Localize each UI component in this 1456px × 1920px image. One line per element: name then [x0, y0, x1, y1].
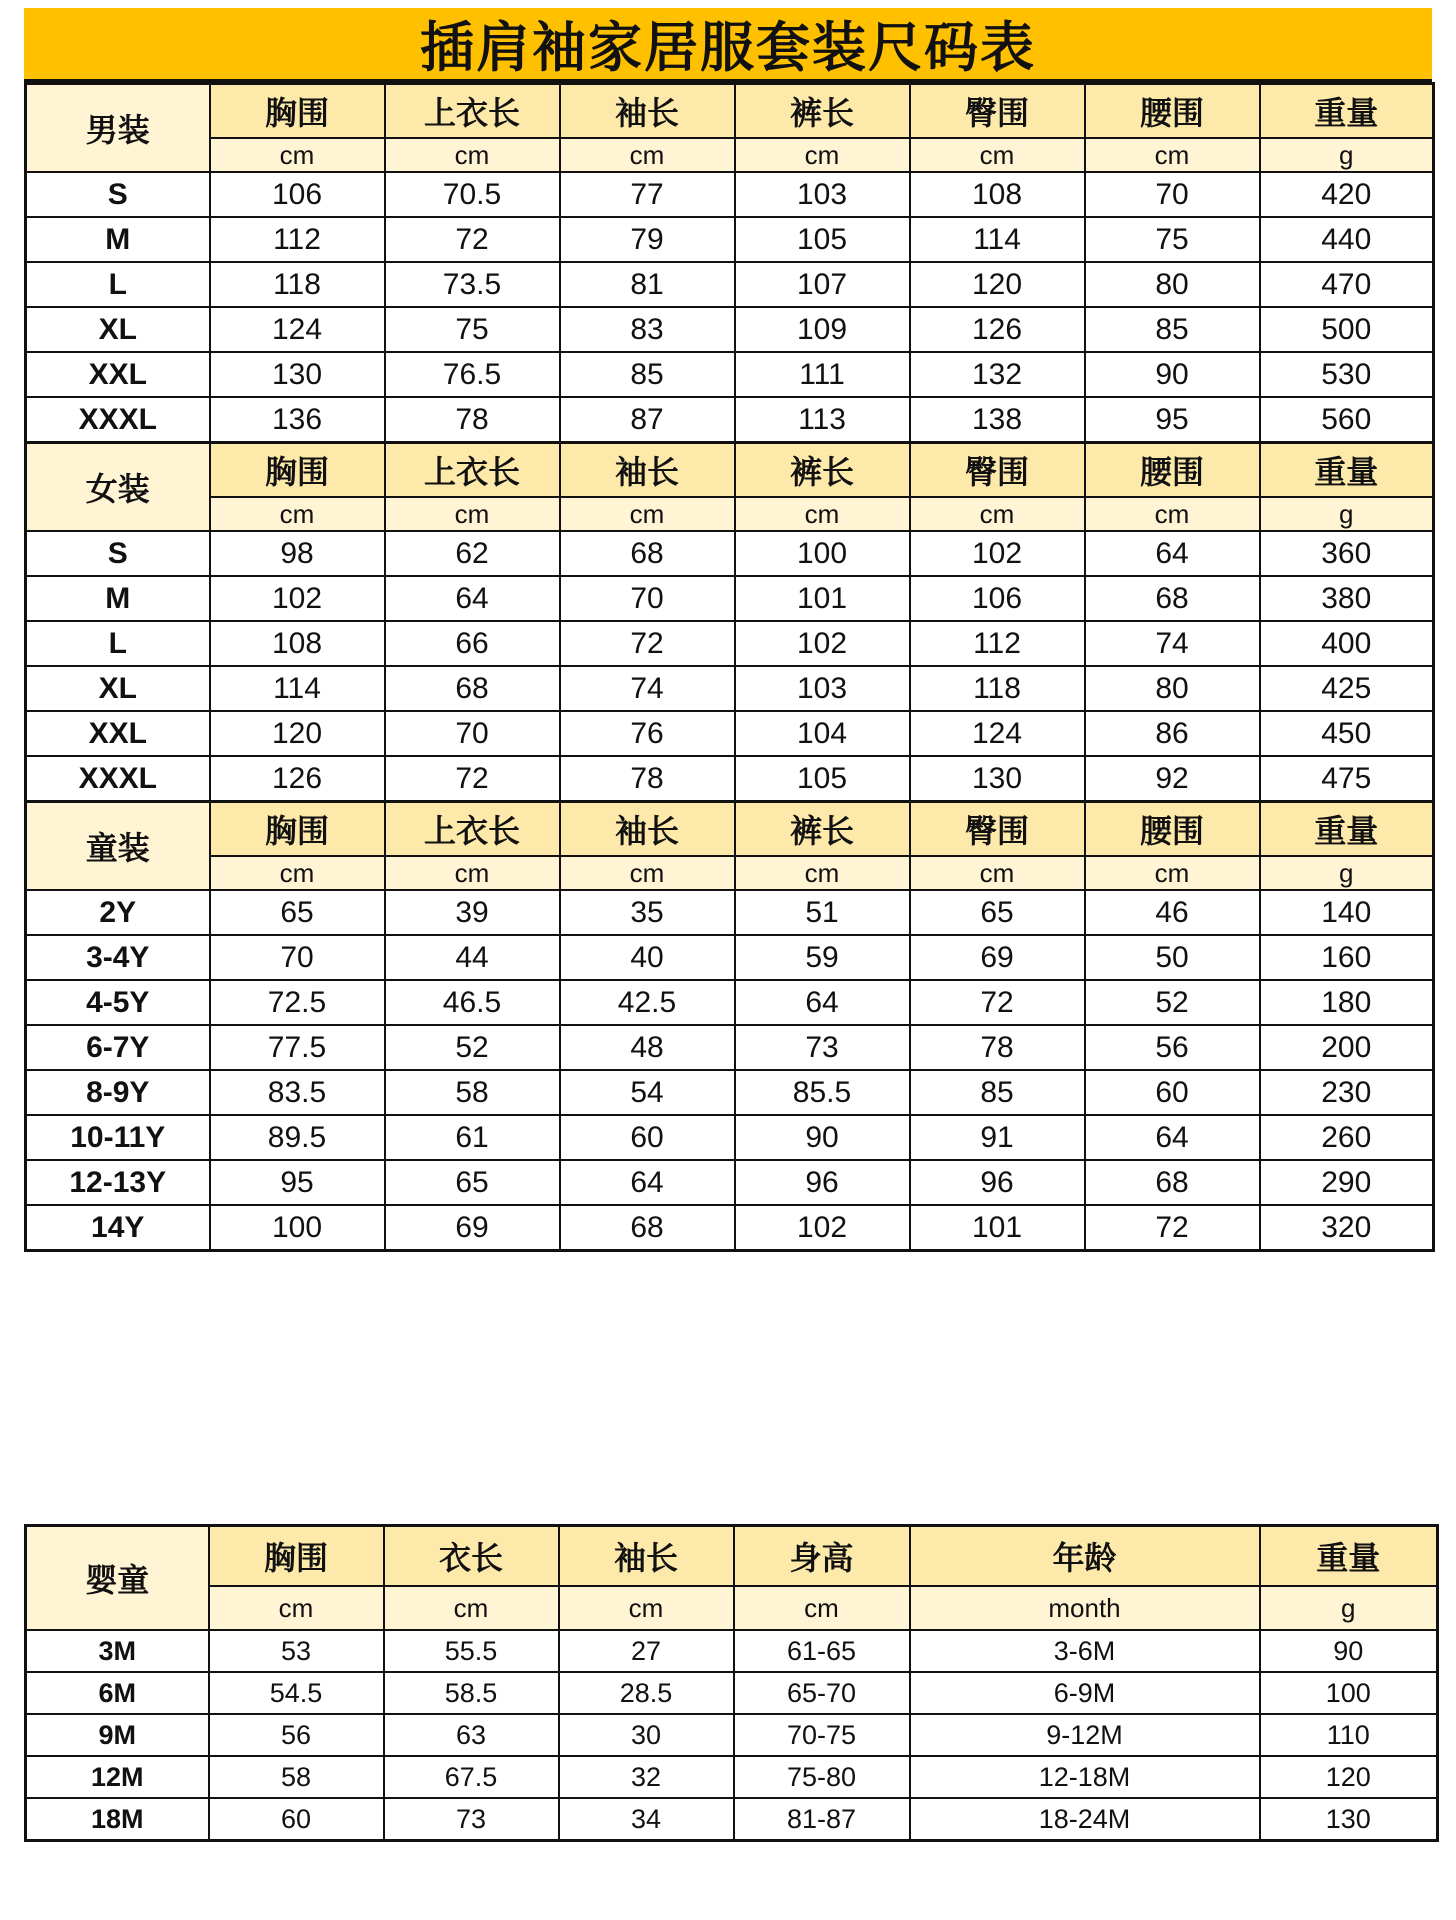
table-cell: 124 — [910, 711, 1085, 756]
table-row — [26, 397, 1434, 443]
table-cell: 530 — [1260, 352, 1434, 397]
table-cell: 42.5 — [560, 980, 735, 1025]
table-row — [26, 1160, 1434, 1205]
size-table-main — [24, 82, 1435, 1252]
table-row — [26, 1630, 1438, 1672]
column-header: 胸围 — [209, 1526, 384, 1587]
size-label: 6M — [26, 1672, 209, 1714]
size-label: 6-7Y — [26, 1025, 210, 1070]
column-header: 重量 — [1260, 802, 1434, 857]
table-cell: 101 — [735, 576, 910, 621]
table-cell: 126 — [910, 307, 1085, 352]
table-cell: 68 — [560, 1205, 735, 1251]
table-cell: 160 — [1260, 935, 1434, 980]
table-cell: 46 — [1085, 890, 1260, 935]
table-cell: 260 — [1260, 1115, 1434, 1160]
column-unit: cm — [910, 497, 1085, 531]
column-header: 腰围 — [1085, 84, 1260, 139]
table-cell: 83 — [560, 307, 735, 352]
table-cell: 96 — [910, 1160, 1085, 1205]
column-header: 袖长 — [560, 443, 735, 498]
table-cell: 62 — [385, 531, 560, 576]
table-cell: 74 — [560, 666, 735, 711]
table-cell: 68 — [385, 666, 560, 711]
size-label: 3-4Y — [26, 935, 210, 980]
size-table-baby — [24, 1524, 1439, 1842]
table-cell: 100 — [210, 1205, 385, 1251]
table-cell: 81-87 — [734, 1798, 910, 1841]
table-cell: 65-70 — [734, 1672, 910, 1714]
table-cell: 140 — [1260, 890, 1434, 935]
table-cell: 70-75 — [734, 1714, 910, 1756]
column-unit: cm — [1085, 497, 1260, 531]
table-cell: 85 — [560, 352, 735, 397]
table-cell: 44 — [385, 935, 560, 980]
size-label: XXL — [26, 711, 210, 756]
section-name: 男装 — [26, 84, 210, 173]
table-cell: 66 — [385, 621, 560, 666]
table-cell: 9-12M — [910, 1714, 1260, 1756]
column-unit: cm — [560, 856, 735, 890]
table-row — [26, 1756, 1438, 1798]
size-label: 9M — [26, 1714, 209, 1756]
section-header-row — [26, 802, 1434, 857]
table-cell: 112 — [910, 621, 1085, 666]
table-cell: 475 — [1260, 756, 1434, 802]
section-header-row — [26, 1526, 1438, 1587]
table-cell: 112 — [210, 217, 385, 262]
table-cell: 58 — [385, 1070, 560, 1115]
table-cell: 85 — [910, 1070, 1085, 1115]
table-cell: 86 — [1085, 711, 1260, 756]
column-unit: cm — [384, 1586, 559, 1630]
table-cell: 102 — [735, 1205, 910, 1251]
table-row — [26, 890, 1434, 935]
table-cell: 58.5 — [384, 1672, 559, 1714]
table-cell: 120 — [210, 711, 385, 756]
table-row — [26, 217, 1434, 262]
table-cell: 56 — [1085, 1025, 1260, 1070]
table-cell: 51 — [735, 890, 910, 935]
table-cell: 136 — [210, 397, 385, 443]
table-cell: 70.5 — [385, 172, 560, 217]
table-cell: 61 — [385, 1115, 560, 1160]
table-cell: 72 — [385, 756, 560, 802]
size-label: 4-5Y — [26, 980, 210, 1025]
unit-row — [26, 497, 1434, 531]
table-cell: 79 — [560, 217, 735, 262]
table-cell: 67.5 — [384, 1756, 559, 1798]
table-cell: 68 — [560, 531, 735, 576]
table-cell: 450 — [1260, 711, 1434, 756]
column-unit: cm — [910, 856, 1085, 890]
section-name: 童装 — [26, 802, 210, 891]
column-header: 胸围 — [210, 84, 385, 139]
table-row — [26, 576, 1434, 621]
table-cell: 320 — [1260, 1205, 1434, 1251]
table-cell: 113 — [735, 397, 910, 443]
size-label: S — [26, 531, 210, 576]
table-cell: 103 — [735, 172, 910, 217]
column-unit: cm — [210, 856, 385, 890]
table-row — [26, 307, 1434, 352]
table-cell: 76 — [560, 711, 735, 756]
table-row — [26, 756, 1434, 802]
column-header: 臀围 — [910, 443, 1085, 498]
table-cell: 85.5 — [735, 1070, 910, 1115]
table-cell: 18-24M — [910, 1798, 1260, 1841]
table-cell: 74 — [1085, 621, 1260, 666]
table-cell: 60 — [209, 1798, 384, 1841]
table-cell: 560 — [1260, 397, 1434, 443]
title-bar — [24, 8, 1432, 82]
table-cell: 73 — [735, 1025, 910, 1070]
table-cell: 90 — [735, 1115, 910, 1160]
table-row — [26, 1205, 1434, 1251]
table-cell: 12-18M — [910, 1756, 1260, 1798]
table-cell: 64 — [735, 980, 910, 1025]
section-header-row — [26, 443, 1434, 498]
table-cell: 108 — [910, 172, 1085, 217]
table-cell: 54.5 — [209, 1672, 384, 1714]
table-row — [26, 1714, 1438, 1756]
table-cell: 100 — [735, 531, 910, 576]
column-unit: cm — [385, 497, 560, 531]
size-label: XXXL — [26, 756, 210, 802]
table-cell: 55.5 — [384, 1630, 559, 1672]
table-cell: 64 — [385, 576, 560, 621]
size-label: S — [26, 172, 210, 217]
column-header: 裤长 — [735, 443, 910, 498]
size-label: XXL — [26, 352, 210, 397]
column-header: 袖长 — [559, 1526, 734, 1587]
column-header: 袖长 — [560, 84, 735, 139]
column-unit: g — [1260, 138, 1434, 172]
table-cell: 360 — [1260, 531, 1434, 576]
column-unit: month — [910, 1586, 1260, 1630]
table-cell: 72 — [910, 980, 1085, 1025]
column-header: 重量 — [1260, 1526, 1438, 1587]
table-cell: 46.5 — [385, 980, 560, 1025]
table-cell: 69 — [385, 1205, 560, 1251]
column-unit: cm — [560, 138, 735, 172]
size-label: XL — [26, 307, 210, 352]
column-header: 年龄 — [910, 1526, 1260, 1587]
table-cell: 28.5 — [559, 1672, 734, 1714]
table-cell: 76.5 — [385, 352, 560, 397]
table-cell: 470 — [1260, 262, 1434, 307]
table-cell: 70 — [210, 935, 385, 980]
table-cell: 70 — [385, 711, 560, 756]
size-label: 18M — [26, 1798, 209, 1841]
table-cell: 420 — [1260, 172, 1434, 217]
table-cell: 111 — [735, 352, 910, 397]
table-cell: 104 — [735, 711, 910, 756]
table-cell: 130 — [910, 756, 1085, 802]
table-cell: 105 — [735, 756, 910, 802]
size-label: 12M — [26, 1756, 209, 1798]
table-cell: 130 — [1260, 1798, 1438, 1841]
table-cell: 35 — [560, 890, 735, 935]
column-header: 臀围 — [910, 802, 1085, 857]
table-row — [26, 352, 1434, 397]
table-cell: 64 — [1085, 531, 1260, 576]
column-unit: cm — [1085, 856, 1260, 890]
table-row — [26, 1025, 1434, 1070]
column-unit: cm — [734, 1586, 910, 1630]
table-cell: 109 — [735, 307, 910, 352]
table-row — [26, 1672, 1438, 1714]
table-cell: 56 — [209, 1714, 384, 1756]
table-cell: 65 — [210, 890, 385, 935]
table-cell: 230 — [1260, 1070, 1434, 1115]
column-header: 裤长 — [735, 802, 910, 857]
table-cell: 114 — [910, 217, 1085, 262]
table-cell: 78 — [560, 756, 735, 802]
unit-row — [26, 856, 1434, 890]
table-cell: 180 — [1260, 980, 1434, 1025]
size-label: XXXL — [26, 397, 210, 443]
table-cell: 52 — [385, 1025, 560, 1070]
table-cell: 120 — [1260, 1756, 1438, 1798]
table-cell: 32 — [559, 1756, 734, 1798]
table-cell: 120 — [910, 262, 1085, 307]
table-cell: 102 — [735, 621, 910, 666]
table-cell: 102 — [210, 576, 385, 621]
column-header: 袖长 — [560, 802, 735, 857]
table-cell: 103 — [735, 666, 910, 711]
table-cell: 92 — [1085, 756, 1260, 802]
table-cell: 80 — [1085, 262, 1260, 307]
table-cell: 200 — [1260, 1025, 1434, 1070]
size-label: 10-11Y — [26, 1115, 210, 1160]
column-header: 腰围 — [1085, 802, 1260, 857]
table-cell: 425 — [1260, 666, 1434, 711]
table-cell: 52 — [1085, 980, 1260, 1025]
column-unit: cm — [735, 138, 910, 172]
column-header: 臀围 — [910, 84, 1085, 139]
table-cell: 118 — [210, 262, 385, 307]
size-label: L — [26, 262, 210, 307]
table-cell: 3-6M — [910, 1630, 1260, 1672]
table-cell: 81 — [560, 262, 735, 307]
table-row — [26, 621, 1434, 666]
table-cell: 70 — [560, 576, 735, 621]
table-cell: 106 — [210, 172, 385, 217]
table-cell: 39 — [385, 890, 560, 935]
column-unit: cm — [209, 1586, 384, 1630]
table-cell: 100 — [1260, 1672, 1438, 1714]
column-unit: cm — [910, 138, 1085, 172]
table-row — [26, 711, 1434, 756]
table-cell: 98 — [210, 531, 385, 576]
column-unit: cm — [210, 497, 385, 531]
section-name: 婴童 — [26, 1526, 209, 1631]
table-cell: 87 — [560, 397, 735, 443]
table-cell: 34 — [559, 1798, 734, 1841]
table-cell: 60 — [560, 1115, 735, 1160]
column-header: 重量 — [1260, 84, 1434, 139]
table-row — [26, 262, 1434, 307]
table-cell: 89.5 — [210, 1115, 385, 1160]
size-label: L — [26, 621, 210, 666]
table-cell: 48 — [560, 1025, 735, 1070]
table-cell: 90 — [1260, 1630, 1438, 1672]
table-cell: 73.5 — [385, 262, 560, 307]
table-cell: 124 — [210, 307, 385, 352]
table-cell: 69 — [910, 935, 1085, 980]
column-unit: cm — [735, 856, 910, 890]
table-row — [26, 935, 1434, 980]
table-cell: 64 — [1085, 1115, 1260, 1160]
table-cell: 500 — [1260, 307, 1434, 352]
table-cell: 440 — [1260, 217, 1434, 262]
column-unit: cm — [559, 1586, 734, 1630]
table-cell: 61-65 — [734, 1630, 910, 1672]
table-cell: 65 — [910, 890, 1085, 935]
table-cell: 60 — [1085, 1070, 1260, 1115]
table-cell: 72 — [560, 621, 735, 666]
table-cell: 106 — [910, 576, 1085, 621]
page-title: 插肩袖家居服套装尺码表 — [420, 15, 1036, 79]
table-cell: 58 — [209, 1756, 384, 1798]
size-label: 12-13Y — [26, 1160, 210, 1205]
table-cell: 78 — [910, 1025, 1085, 1070]
unit-row — [26, 1586, 1438, 1630]
table-cell: 72.5 — [210, 980, 385, 1025]
table-row — [26, 1798, 1438, 1841]
table-cell: 107 — [735, 262, 910, 307]
table-cell: 30 — [559, 1714, 734, 1756]
column-unit: g — [1260, 497, 1434, 531]
table-cell: 77.5 — [210, 1025, 385, 1070]
table-cell: 54 — [560, 1070, 735, 1115]
table-cell: 85 — [1085, 307, 1260, 352]
column-header: 身高 — [734, 1526, 910, 1587]
table-cell: 132 — [910, 352, 1085, 397]
column-header: 上衣长 — [385, 443, 560, 498]
table-cell: 68 — [1085, 576, 1260, 621]
unit-row — [26, 138, 1434, 172]
table-cell: 65 — [385, 1160, 560, 1205]
column-unit: cm — [560, 497, 735, 531]
table-cell: 91 — [910, 1115, 1085, 1160]
table-cell: 72 — [1085, 1205, 1260, 1251]
table-cell: 400 — [1260, 621, 1434, 666]
size-label: M — [26, 576, 210, 621]
table-cell: 290 — [1260, 1160, 1434, 1205]
table-cell: 118 — [910, 666, 1085, 711]
column-unit: cm — [385, 856, 560, 890]
column-header: 裤长 — [735, 84, 910, 139]
table-cell: 63 — [384, 1714, 559, 1756]
table-cell: 95 — [1085, 397, 1260, 443]
table-cell: 64 — [560, 1160, 735, 1205]
section-header-row — [26, 84, 1434, 139]
table-cell: 380 — [1260, 576, 1434, 621]
table-row — [26, 980, 1434, 1025]
column-header: 重量 — [1260, 443, 1434, 498]
table-cell: 90 — [1085, 352, 1260, 397]
table-cell: 73 — [384, 1798, 559, 1841]
column-header: 上衣长 — [385, 84, 560, 139]
table-cell: 102 — [910, 531, 1085, 576]
table-row — [26, 172, 1434, 217]
section-name: 女装 — [26, 443, 210, 532]
table-cell: 108 — [210, 621, 385, 666]
column-unit: cm — [210, 138, 385, 172]
table-cell: 126 — [210, 756, 385, 802]
table-cell: 75 — [385, 307, 560, 352]
table-cell: 130 — [210, 352, 385, 397]
column-unit: cm — [385, 138, 560, 172]
table-row — [26, 666, 1434, 711]
table-cell: 77 — [560, 172, 735, 217]
table-cell: 50 — [1085, 935, 1260, 980]
table-cell: 96 — [735, 1160, 910, 1205]
table-cell: 95 — [210, 1160, 385, 1205]
column-header: 上衣长 — [385, 802, 560, 857]
column-header: 腰围 — [1085, 443, 1260, 498]
size-label: M — [26, 217, 210, 262]
table-cell: 53 — [209, 1630, 384, 1672]
column-header: 衣长 — [384, 1526, 559, 1587]
table-cell: 80 — [1085, 666, 1260, 711]
size-label: XL — [26, 666, 210, 711]
table-cell: 78 — [385, 397, 560, 443]
size-label: 14Y — [26, 1205, 210, 1251]
table-cell: 6-9M — [910, 1672, 1260, 1714]
size-label: 2Y — [26, 890, 210, 935]
table-cell: 75 — [1085, 217, 1260, 262]
table-cell: 114 — [210, 666, 385, 711]
table-cell: 40 — [560, 935, 735, 980]
column-header: 胸围 — [210, 802, 385, 857]
table-cell: 83.5 — [210, 1070, 385, 1115]
table-cell: 105 — [735, 217, 910, 262]
table-cell: 75-80 — [734, 1756, 910, 1798]
table-cell: 27 — [559, 1630, 734, 1672]
table-cell: 70 — [1085, 172, 1260, 217]
table-cell: 68 — [1085, 1160, 1260, 1205]
table-cell: 101 — [910, 1205, 1085, 1251]
table-cell: 59 — [735, 935, 910, 980]
table-cell: 72 — [385, 217, 560, 262]
table-cell: 110 — [1260, 1714, 1438, 1756]
column-unit: g — [1260, 1586, 1438, 1630]
column-unit: g — [1260, 856, 1434, 890]
size-label: 8-9Y — [26, 1070, 210, 1115]
table-cell: 138 — [910, 397, 1085, 443]
column-unit: cm — [1085, 138, 1260, 172]
table-row — [26, 1070, 1434, 1115]
table-row — [26, 531, 1434, 576]
table-row — [26, 1115, 1434, 1160]
column-header: 胸围 — [210, 443, 385, 498]
column-unit: cm — [735, 497, 910, 531]
size-label: 3M — [26, 1630, 209, 1672]
